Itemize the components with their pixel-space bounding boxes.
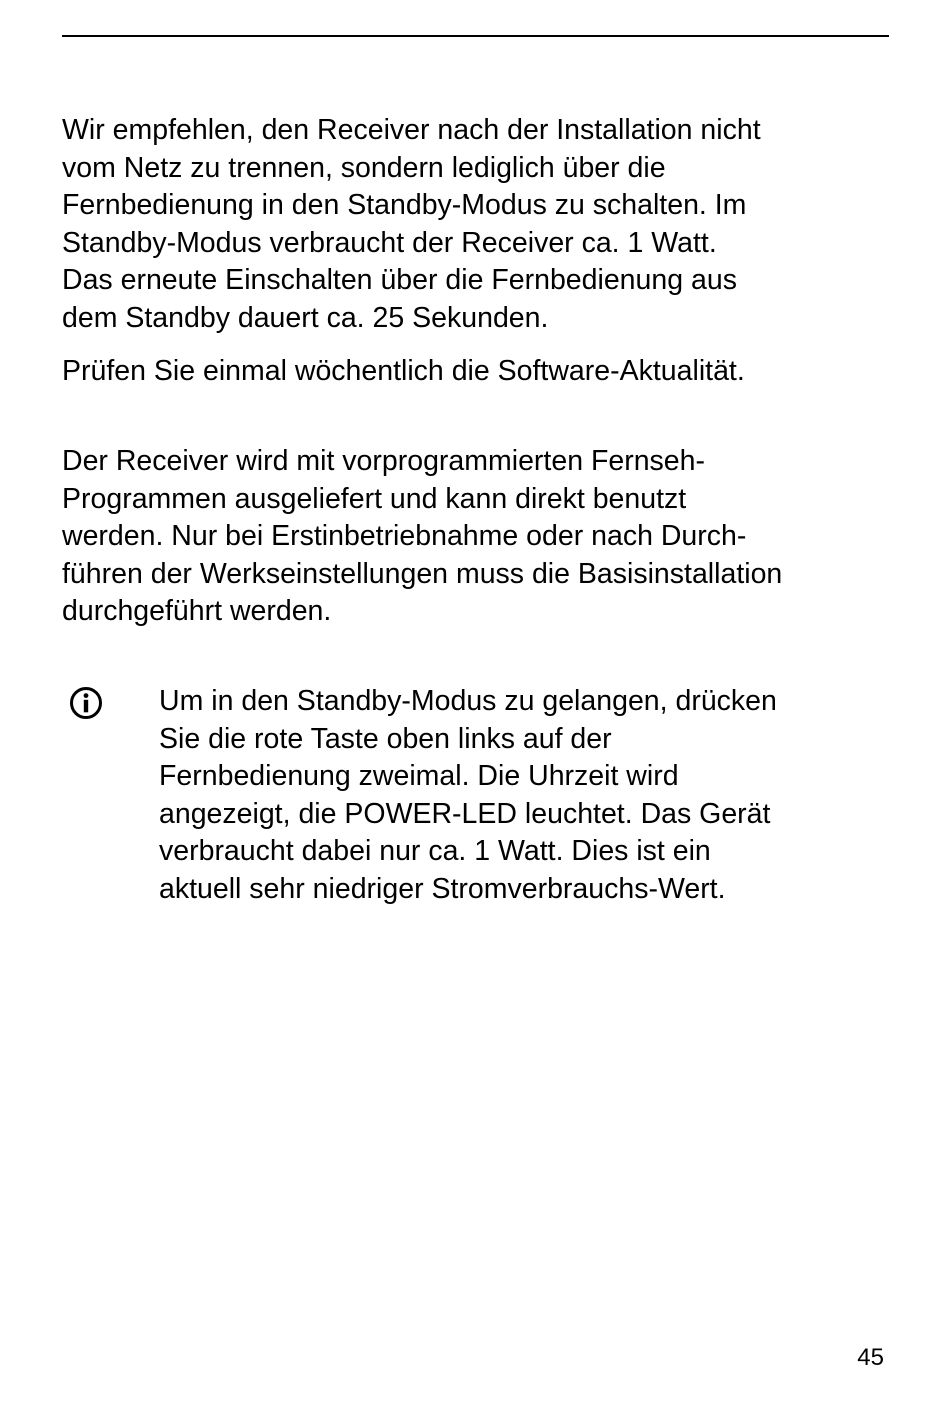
info-icon (69, 686, 103, 720)
page-number: 45 (857, 1344, 884, 1371)
info-note-text: Um in den Standby-Modus zu gelangen, drücken Sie die rote Taste oben links auf der Fernbedienung zweimal. Die Uhrzeit wird angezeigt, die POWER-LED leuchtet. Das Gerät verbraucht dabei nur ca. 1 Watt. Dies ist ein aktuell sehr niedriger Stromverbrauchs-Wert. (159, 685, 777, 905)
top-rule (62, 35, 889, 37)
paragraph-software-check: Prüfen Sie einmal wöchentlich die Software-Aktualität. (62, 355, 745, 387)
paragraph-preprogrammed-channels: Der Receiver wird mit vorprogrammierten Fernseh- Programmen ausgeliefert und kann direkt benutzt werden. Nur bei Erstinbetriebnahme oder nach Durch- führen der Werkseinstellungen muss die Basisinstallation durchgeführt werden. (62, 445, 783, 628)
paragraph-standby-recommendation: Wir empfehlen, den Receiver nach der Installation nicht vom Netz zu trennen, sondern lediglich über die Fernbedienung in den Standby-Modus zu schalten. Im Standby-Modus verbraucht der Receiver ca. 1 Watt. Das erneute Einschalten über die Fernbedienung aus dem Standby dauert ca. 25 Sekunden. (62, 114, 761, 334)
